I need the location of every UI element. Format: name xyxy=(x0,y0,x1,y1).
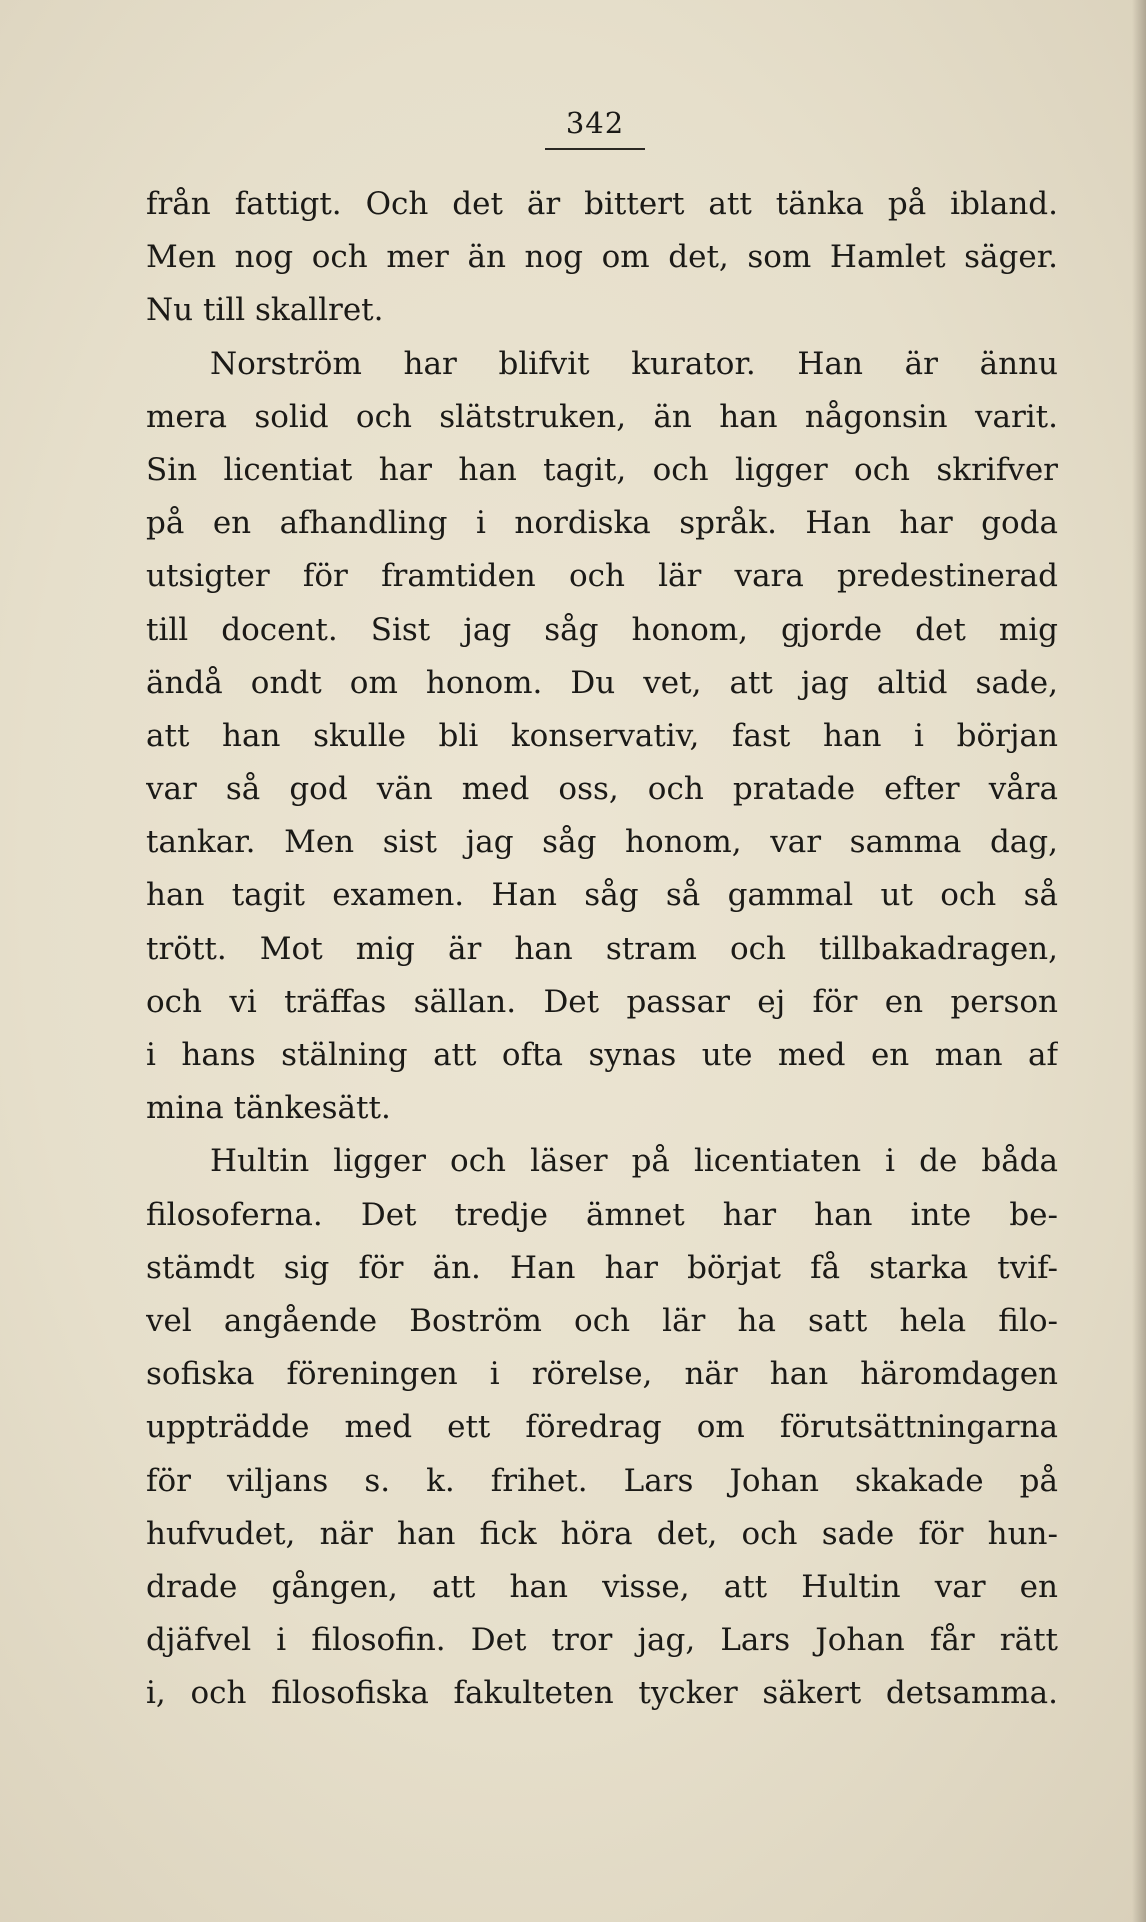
text-line: ändå ondt om honom. Du vet, att jag altid sade, xyxy=(146,664,1058,701)
text-line: han tagit examen. Han såg så gammal ut och så xyxy=(146,877,1058,914)
text-line: Men nog och mer än nog om det, som Hamlet säger. xyxy=(146,239,1058,276)
page-number: 342 xyxy=(565,106,625,140)
text-line: och vi träffas sällan. Det passar ej för en person xyxy=(146,983,1058,1020)
page-edge-shadow xyxy=(1132,0,1146,1922)
text-line: mina tänkesätt. xyxy=(146,1090,391,1127)
text-line: trött. Mot mig är han stram och tillbakadragen, xyxy=(146,930,1058,967)
text-line: i, och filosofiska fakulteten tycker säkert detsamma. xyxy=(146,1675,1058,1712)
text-line: hufvudet, när han fick höra det, och sade för hun- xyxy=(146,1515,1058,1552)
text-line: på en afhandling i nordiska språk. Han har goda xyxy=(146,505,1058,542)
text-line: från fattigt. Och det är bittert att tänka på ibland. xyxy=(146,186,1058,222)
text-line: tankar. Men sist jag såg honom, var samma dag, xyxy=(146,824,1058,861)
paragraph-start-line: Hultin ligger och läser på licentiaten i de båda xyxy=(210,1143,1058,1180)
text-line: mera solid och slätstruken, än han någonsin varit. xyxy=(146,398,1058,435)
text-line: att han skulle bli konservativ, fast han i början xyxy=(146,717,1058,754)
text-line: Sin licentiat har han tagit, och ligger och skrifver xyxy=(146,451,1058,488)
text-line: stämdt sig för än. Han har börjat få starka tvif- xyxy=(146,1249,1058,1286)
text-line: drade gången, att han visse, att Hultin var en xyxy=(146,1568,1058,1605)
header-rule xyxy=(545,148,645,150)
text-line: vel angående Boström och lär ha satt hela filo- xyxy=(146,1302,1058,1339)
text-line: sofiska föreningen i rörelse, när han häromdagen xyxy=(146,1356,1058,1393)
text-line: var så god vän med oss, och pratade efter våra xyxy=(146,771,1058,808)
text-line: djäfvel i filosofin. Det tror jag, Lars Johan får rätt xyxy=(146,1622,1058,1659)
text-line: till docent. Sist jag såg honom, gjorde det mig xyxy=(146,611,1058,648)
text-line: filosoferna. Det tredje ämnet har han inte be- xyxy=(146,1196,1058,1233)
text-line: utsigter för framtiden och lär vara predestinerad xyxy=(146,558,1058,595)
text-line: Nu till skallret. xyxy=(146,292,384,329)
text-line: i hans stälning att ofta synas ute med en man af xyxy=(146,1037,1058,1073)
body-text xyxy=(146,178,1058,1720)
text-line: för viljans s. k. frihet. Lars Johan skakade på xyxy=(146,1462,1058,1499)
paragraph-start-line: Norström har blifvit kurator. Han är ännu xyxy=(210,345,1058,382)
text-line: uppträdde med ett föredrag om förutsättningarna xyxy=(146,1409,1058,1446)
